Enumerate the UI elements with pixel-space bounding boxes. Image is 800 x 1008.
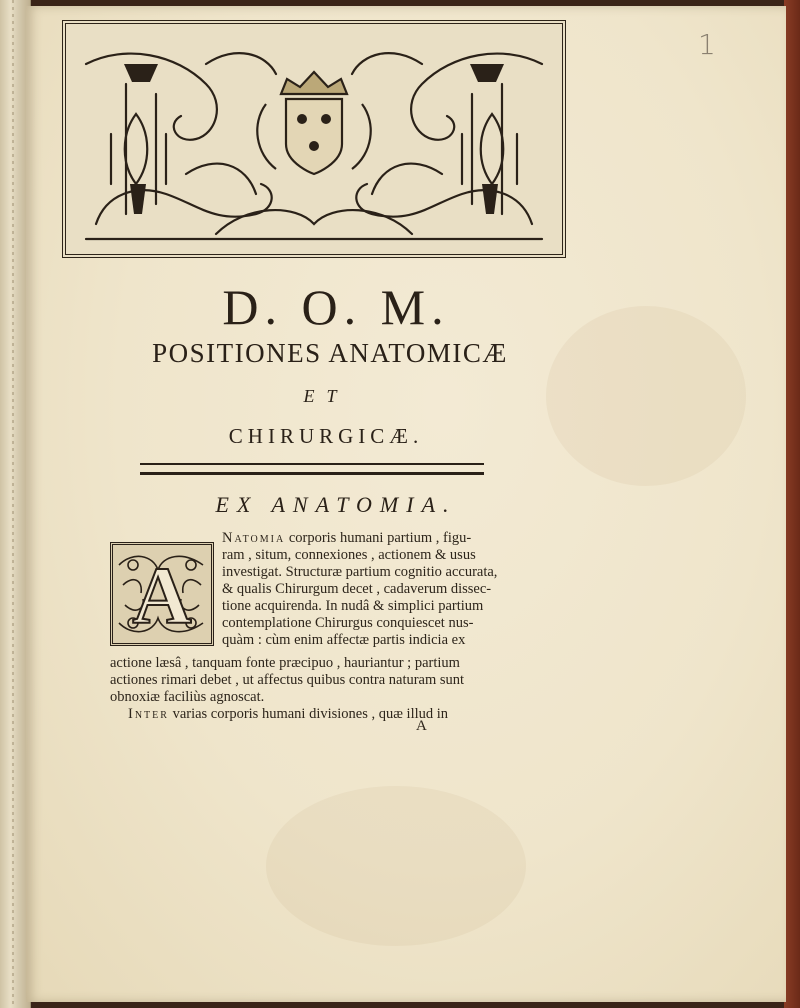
folio-number: 1 <box>698 28 716 61</box>
body-line: & qualis Chirurgum decet , cadaverum dissec- <box>222 581 492 597</box>
drop-cap-letter: A <box>132 550 192 641</box>
title-chirurgicae: CHIRURGICÆ. <box>228 424 424 448</box>
paper-stain <box>266 786 526 946</box>
body-line: ram , situm, connexiones , actionem & usus <box>222 547 476 563</box>
body-line: quàm : cùm enim affectæ partis indicia ex <box>222 632 466 648</box>
body-line: tione acquirenda. In nudâ & simplici partium <box>222 598 484 614</box>
body-line: Inter varias corporis humani divisiones , quæ illud in <box>128 706 449 722</box>
body-line: contemplatione Chirurgus conquiescet nus- <box>222 615 474 631</box>
binding-edge <box>784 0 800 1008</box>
book-page <box>26 6 786 1002</box>
title-et: ET <box>303 386 349 406</box>
title-dom: D. O. M. <box>222 279 450 335</box>
drop-cap-initial-icon <box>110 542 214 646</box>
double-rule-divider <box>140 463 484 475</box>
title-positiones: POSITIONES ANATOMICÆ <box>152 338 508 368</box>
body-line: obnoxiæ faciliùs agnoscat. <box>110 689 265 705</box>
paper-stain <box>546 306 746 486</box>
body-line: actiones rimari debet , ut affectus quibus contra naturam sunt <box>110 672 465 688</box>
body-line: Natomia corporis humani partium , figu- <box>222 530 472 546</box>
royal-arms-headpiece-icon <box>62 20 566 258</box>
section-heading: EX ANATOMIA. <box>215 492 457 517</box>
body-line: actione læsâ , tanquam fonte præcipuo , hauriantur ; partium <box>110 655 460 671</box>
signature-mark: A <box>416 718 427 734</box>
body-line: investigat. Structuræ partium cognitio accurata, <box>222 564 498 580</box>
